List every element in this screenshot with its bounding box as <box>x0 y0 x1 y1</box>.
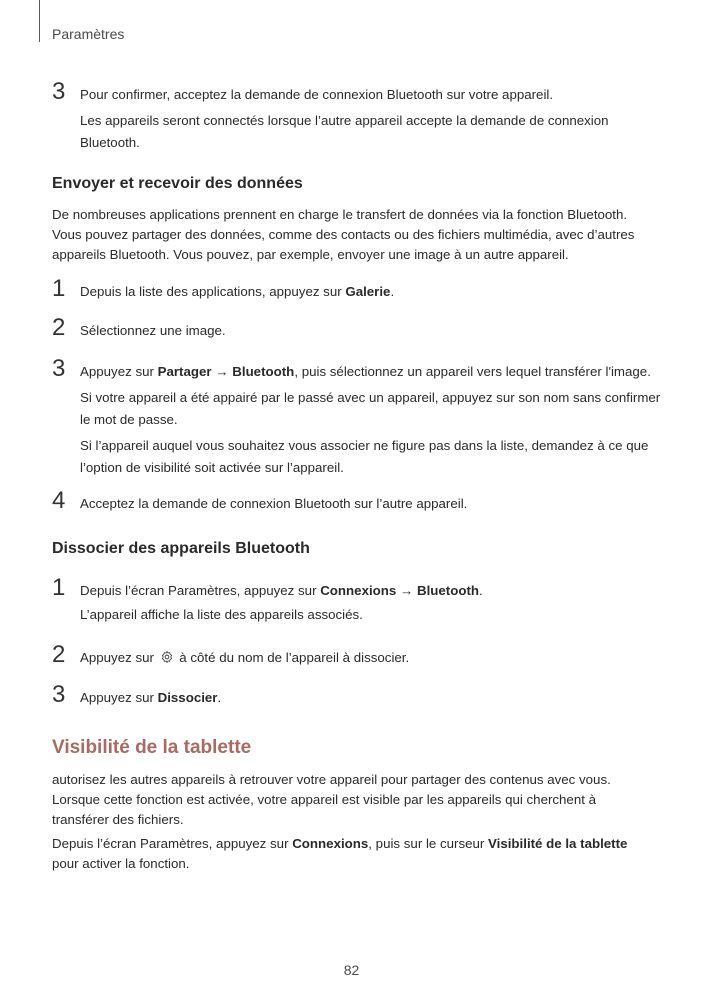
step-note: Si l’appareil auquel vous souhaitez vous associer ne figure pas dans la liste, demandez à ce que l’option de visibilité soit activée sur l’appareil. <box>80 438 649 475</box>
step-text: Depuis l’écran Paramètres, appuyez sur Connexions → Bluetooth. <box>80 583 483 598</box>
step-number: 3 <box>52 355 66 382</box>
step-text: Depuis la liste des applications, appuyez sur Galerie. <box>80 284 395 299</box>
step-text: Acceptez la demande de connexion Bluetooth sur l’autre appareil. <box>80 496 468 511</box>
unpair-step-3 <box>52 681 662 709</box>
step-number: 4 <box>52 487 66 514</box>
step-number: 3 <box>52 78 66 105</box>
unpair-step-2 <box>52 641 662 669</box>
send-step-3 <box>52 355 662 479</box>
section-heading-visibility: Visibilité de la tablette <box>52 737 252 758</box>
gear-icon <box>160 650 174 664</box>
step-text: Appuyez sur à côté du nom de l’appareil à dissocier. <box>80 650 410 665</box>
step-note: L’appareil affiche la liste des appareils associés. <box>80 607 363 622</box>
header-divider <box>39 0 40 42</box>
step-number: 1 <box>52 574 66 601</box>
visibility-instructions: Depuis l’écran Paramètres, appuyez sur Connexions, puis sur le curseur Visibilité de la tablette pour activer la fonction. <box>52 836 628 871</box>
step-text: Appuyez sur Partager → Bluetooth, puis sélectionnez un appareil vers lequel transférer l'image. <box>80 364 651 379</box>
step-note: Les appareils seront connectés lorsque l’autre appareil accepte la demande de connexion Bluetooth. <box>80 113 609 150</box>
send-step-1 <box>52 275 662 303</box>
step-number: 3 <box>52 681 66 708</box>
step-number: 2 <box>52 314 66 341</box>
send-intro-paragraph: De nombreuses applications prennent en charge le transfert de données via la fonction Bluetooth. Vous pouvez partager des données, comme des contacts ou des fichiers multimédia, avec d’autres appareils Bluetooth. Vous pouvez, par exemple, envoyer une image à un autre appareil. <box>52 207 635 262</box>
section-heading-unpair: Dissocier des appareils Bluetooth <box>52 540 310 557</box>
section-heading-send: Envoyer et recevoir des données <box>52 175 303 192</box>
page-number: 82 <box>343 962 360 978</box>
send-step-4 <box>52 487 662 515</box>
step-3-confirm <box>52 78 662 154</box>
send-step-2 <box>52 314 662 342</box>
step-text: Pour confirmer, acceptez la demande de connexion Bluetooth sur votre appareil. <box>80 87 554 102</box>
visibility-paragraph: autorisez les autres appareils à retrouver votre appareil pour partager des contenus avec vous. Lorsque cette fonction est activée, votre appareil est visible par les appareils qui cherchent à transférer des fichiers. <box>52 772 611 827</box>
unpair-step-1 <box>52 574 662 626</box>
page-header-title: Paramètres <box>52 26 125 42</box>
step-note: Si votre appareil a été appairé par le passé avec un appareil, appuyez sur son nom sans confirmer le mot de passe. <box>80 390 661 427</box>
step-number: 2 <box>52 641 66 668</box>
step-text: Appuyez sur Dissocier. <box>80 690 222 705</box>
step-text: Sélectionnez une image. <box>80 323 226 338</box>
step-number: 1 <box>52 275 66 302</box>
